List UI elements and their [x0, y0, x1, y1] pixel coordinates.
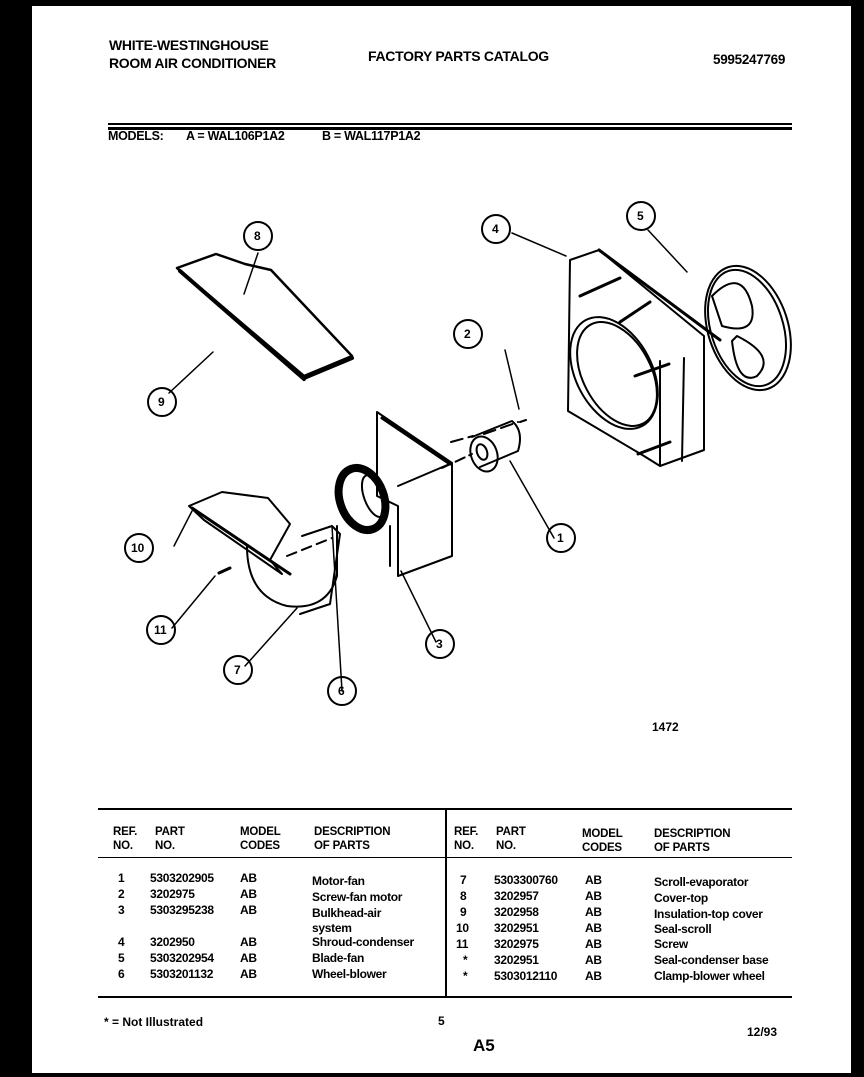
- model-codes: AB: [585, 921, 602, 935]
- model-codes: AB: [240, 935, 257, 949]
- description: Bulkhead-air: [312, 906, 382, 920]
- product-type: ROOM AIR CONDITIONER: [109, 55, 276, 71]
- screw: [219, 568, 230, 573]
- part-no: 5303012110: [494, 969, 558, 983]
- description: Seal-scroll: [654, 922, 712, 936]
- catalog-number: 5995247769: [713, 52, 786, 67]
- description: Cover-top: [654, 891, 708, 905]
- col-header-part: PART NO.: [155, 826, 185, 852]
- callout-label-7: 7: [234, 663, 241, 677]
- model-codes: AB: [240, 967, 257, 981]
- model-codes: AB: [585, 873, 602, 887]
- callout-label-8: 8: [254, 229, 261, 243]
- col-header-part-right: PART NO.: [496, 826, 526, 852]
- callout-label-3: 3: [436, 637, 443, 651]
- col-header-desc: DESCRIPTION OF PARTS: [314, 826, 391, 852]
- part-no: 5303202905: [150, 871, 214, 885]
- part-no: 5303201132: [150, 967, 214, 981]
- callout-label-2: 2: [464, 327, 471, 341]
- description: Scroll-evaporator: [654, 875, 749, 889]
- ref-no: 10: [456, 921, 469, 935]
- scroll-evaporator: [189, 492, 340, 614]
- callout-circles: [125, 202, 655, 705]
- revision-date: 12/93: [747, 1025, 778, 1039]
- catalog-title: FACTORY PARTS CATALOG: [368, 48, 549, 64]
- part-no: 5303300760: [494, 873, 558, 887]
- part-no: 5303202954: [150, 951, 214, 965]
- part-no: 3202958: [494, 905, 539, 919]
- description: Screw-fan motor: [312, 890, 403, 904]
- ref-no: 11: [456, 937, 469, 951]
- part-no: 5303295238: [150, 903, 214, 917]
- ref-no: *: [463, 953, 468, 967]
- model-b: B = WAL117P1A2: [322, 129, 421, 143]
- models-label: MODELS:: [108, 129, 164, 143]
- description: system: [312, 921, 352, 935]
- ref-no: 7: [460, 873, 467, 887]
- description: Clamp-blower wheel: [654, 969, 765, 983]
- not-illustrated-note: * = Not Illustrated: [104, 1015, 204, 1029]
- ref-no: 2: [118, 887, 125, 901]
- catalog-page: [32, 6, 851, 1073]
- description: Insulation-top cover: [654, 907, 763, 921]
- description: Wheel-blower: [312, 967, 387, 981]
- model-codes: AB: [240, 903, 257, 917]
- exploded-parts-diagram: [32, 6, 851, 786]
- ref-no: 3: [118, 903, 125, 917]
- model-codes: AB: [240, 887, 257, 901]
- ref-no: 9: [460, 905, 467, 919]
- wheel-blower: [330, 461, 393, 536]
- callout-label-5: 5: [637, 209, 644, 223]
- model-codes: AB: [585, 953, 602, 967]
- figure-number: 1472: [652, 720, 679, 734]
- ref-no: 8: [460, 889, 467, 903]
- shroud-condenser: [552, 250, 720, 466]
- model-codes: AB: [585, 937, 602, 951]
- col-header-ref: REF. NO.: [113, 826, 138, 852]
- description: Screw: [654, 937, 688, 951]
- part-no: 3202975: [494, 937, 539, 951]
- description: Shroud-condenser: [312, 935, 414, 949]
- col-header-ref-right: REF. NO.: [454, 826, 479, 852]
- ref-no: 4: [118, 935, 125, 949]
- model-a: A = WAL106P1A2: [186, 129, 285, 143]
- col-header-model: MODEL CODES: [240, 826, 281, 852]
- part-no: 3202951: [494, 953, 539, 967]
- callout-label-11: 11: [154, 623, 167, 637]
- model-codes: AB: [240, 871, 257, 885]
- callout-label-4: 4: [492, 222, 499, 236]
- part-no: 3202957: [494, 889, 539, 903]
- page-number: 5: [438, 1014, 445, 1028]
- bulkhead-air-system: [377, 412, 452, 576]
- callout-label-9: 9: [158, 395, 165, 409]
- brand-name: WHITE-WESTINGHOUSE: [109, 37, 269, 53]
- ref-no: 5: [118, 951, 125, 965]
- ref-no: *: [463, 969, 468, 983]
- part-no: 3202975: [150, 887, 195, 901]
- section-label: A5: [473, 1036, 495, 1055]
- part-no: 3202950: [150, 935, 195, 949]
- col-header-desc-right: DESCRIPTION OF PARTS: [654, 828, 731, 854]
- ref-no: 1: [118, 871, 125, 885]
- part-no: 3202951: [494, 921, 539, 935]
- leader-lines: [169, 230, 687, 691]
- model-codes: AB: [240, 951, 257, 965]
- blade-fan: [690, 255, 806, 401]
- table-column-divider: [445, 808, 447, 996]
- table-bottom-rule: [98, 996, 792, 998]
- callout-label-10: 10: [131, 541, 145, 555]
- callout-label-6: 6: [338, 684, 345, 698]
- callout-label-1: 1: [557, 531, 564, 545]
- description: Motor-fan: [312, 874, 365, 888]
- table-header-rule: [98, 857, 792, 858]
- model-codes: AB: [585, 905, 602, 919]
- col-header-model-right: MODEL CODES: [582, 828, 623, 854]
- ref-no: 6: [118, 967, 125, 981]
- model-codes: AB: [585, 889, 602, 903]
- model-codes: AB: [585, 969, 602, 983]
- description: Seal-condenser base: [654, 953, 769, 967]
- description: Blade-fan: [312, 951, 364, 965]
